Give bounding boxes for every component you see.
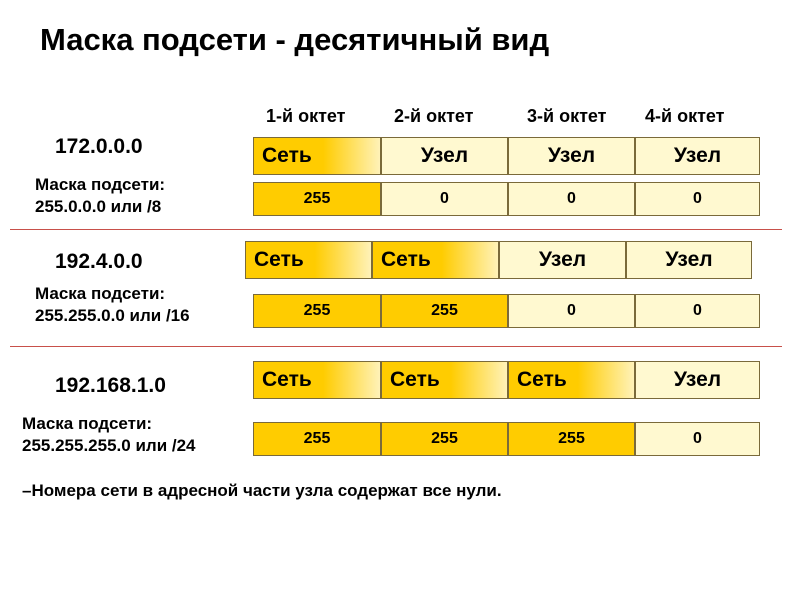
example-2-value-2: 255 (381, 294, 508, 328)
example-2-value-1: 255 (253, 294, 381, 328)
example-3-mask-label: Маска подсети: (22, 414, 153, 433)
footnote: –Номера сети в адресной части узла содержат все нули. (22, 481, 502, 500)
example-1-value-2: 0 (381, 182, 508, 216)
example-3-value-3: 255 (508, 422, 635, 456)
example-2-value-3: 0 (508, 294, 635, 328)
example-1-address: 172.0.0.0 (55, 135, 143, 158)
example-1-mask-label: Маска подсети: (35, 175, 166, 194)
example-3-address: 192.168.1.0 (55, 374, 166, 397)
example-3-part-1: Сеть (253, 361, 381, 399)
octet-header-2: 2-й октет (394, 106, 474, 126)
example-1-value-3: 0 (508, 182, 635, 216)
example-1-mask (35, 174, 165, 218)
example-3-mask (22, 413, 196, 457)
example-2-part-2: Сеть (372, 241, 499, 279)
example-3-value-2: 255 (381, 422, 508, 456)
example-2-value-4: 0 (635, 294, 760, 328)
example-2-part-4: Узел (626, 241, 752, 279)
octet-header-4: 4-й октет (645, 106, 725, 126)
separator-line-2 (10, 346, 782, 347)
example-1-part-4: Узел (635, 137, 760, 175)
example-1-value-4: 0 (635, 182, 760, 216)
example-3-value-4: 0 (635, 422, 760, 456)
example-3-value-1: 255 (253, 422, 381, 456)
example-2-mask (35, 283, 190, 327)
example-1-value-1: 255 (253, 182, 381, 216)
separator-line-1 (10, 229, 782, 230)
example-2-address: 192.4.0.0 (55, 250, 143, 273)
example-3-part-4: Узел (635, 361, 760, 399)
example-1-part-2: Узел (381, 137, 508, 175)
octet-header-1: 1-й октет (266, 106, 346, 126)
example-3-part-2: Сеть (381, 361, 508, 399)
example-2-part-3: Узел (499, 241, 626, 279)
example-2-mask-label: Маска подсети: (35, 284, 166, 303)
example-3-mask-value: 255.255.255.0 или /24 (22, 436, 196, 455)
example-2-mask-value: 255.255.0.0 или /16 (35, 306, 190, 325)
example-1-part-1: Сеть (253, 137, 381, 175)
example-1-mask-value: 255.0.0.0 или /8 (35, 197, 162, 216)
example-2-part-1: Сеть (245, 241, 372, 279)
example-1-part-3: Узел (508, 137, 635, 175)
page-title: Маска подсети - десятичный вид (40, 22, 550, 57)
octet-header-3: 3-й октет (527, 106, 607, 126)
example-3-part-3: Сеть (508, 361, 635, 399)
